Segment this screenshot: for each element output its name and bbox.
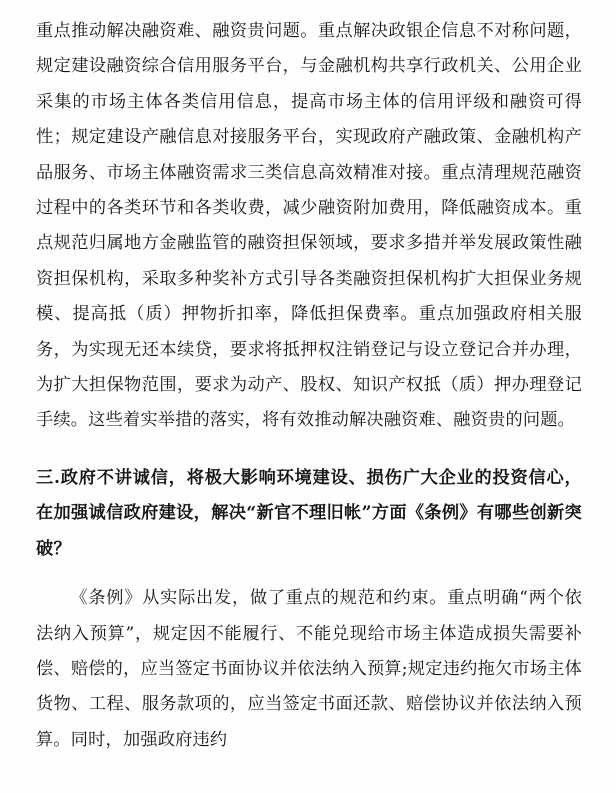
paragraph-financing: 重点推动解决融资难、融资贵问题。重点解决政银企信息不对称问题，规定建设融资综合信用服务平台，与金融机构共享行政机关、公用企业采集的市场主体各类信用信息，提高市场主体的信用评级和融资可得性；规定建设产融信息对接服务平台，实现政府产融政策、金融机构产品服务、市场主体融资需求三类信息高效精准对接。重点清理规范融资过程中的各类环节和各类收费，减少融资附加费用，降低融资成本。重点规范归属地方金融监管的融资担保领域，要求多措并举发展政策性融资担保机构，采取多种奖补方式引导各类融资担保机构扩大担保业务规模、提高抵（质）押物折扣率，降低担保费率。重点加强政府相关服务，为实现无还本续贷，要求将抵押权注销登记与设立登记合并办理，为扩大担保物范围，要求为动产、股权、知识产权抵（质）押办理登记手续。这些着实举措的落实，将有效推动解决融资难、融资贵的问题。 (36, 21, 582, 431)
section-heading-question-three: 三.政府不讲诚信，将极大影响环境建设、损伤广大企业的投资信心，在加强诚信政府建设，解决“新官不理旧帐”方面《条例》有哪些创新突破？ (36, 467, 582, 559)
paragraph-answer-three: 《条例》从实际出发，做了重点的规范和约束。重点明确“两个依法纳入预算”，规定因不能履行、不能兑现给市场主体造成损失需要补偿、赔偿的，应当签定书面协议并依法纳入预算;规定违约拖欠市场主体货物、工程、服务款项的，应当签定书面还款、赔偿协议并依法纳入预算。同时，加强政府违约 (36, 588, 582, 750)
